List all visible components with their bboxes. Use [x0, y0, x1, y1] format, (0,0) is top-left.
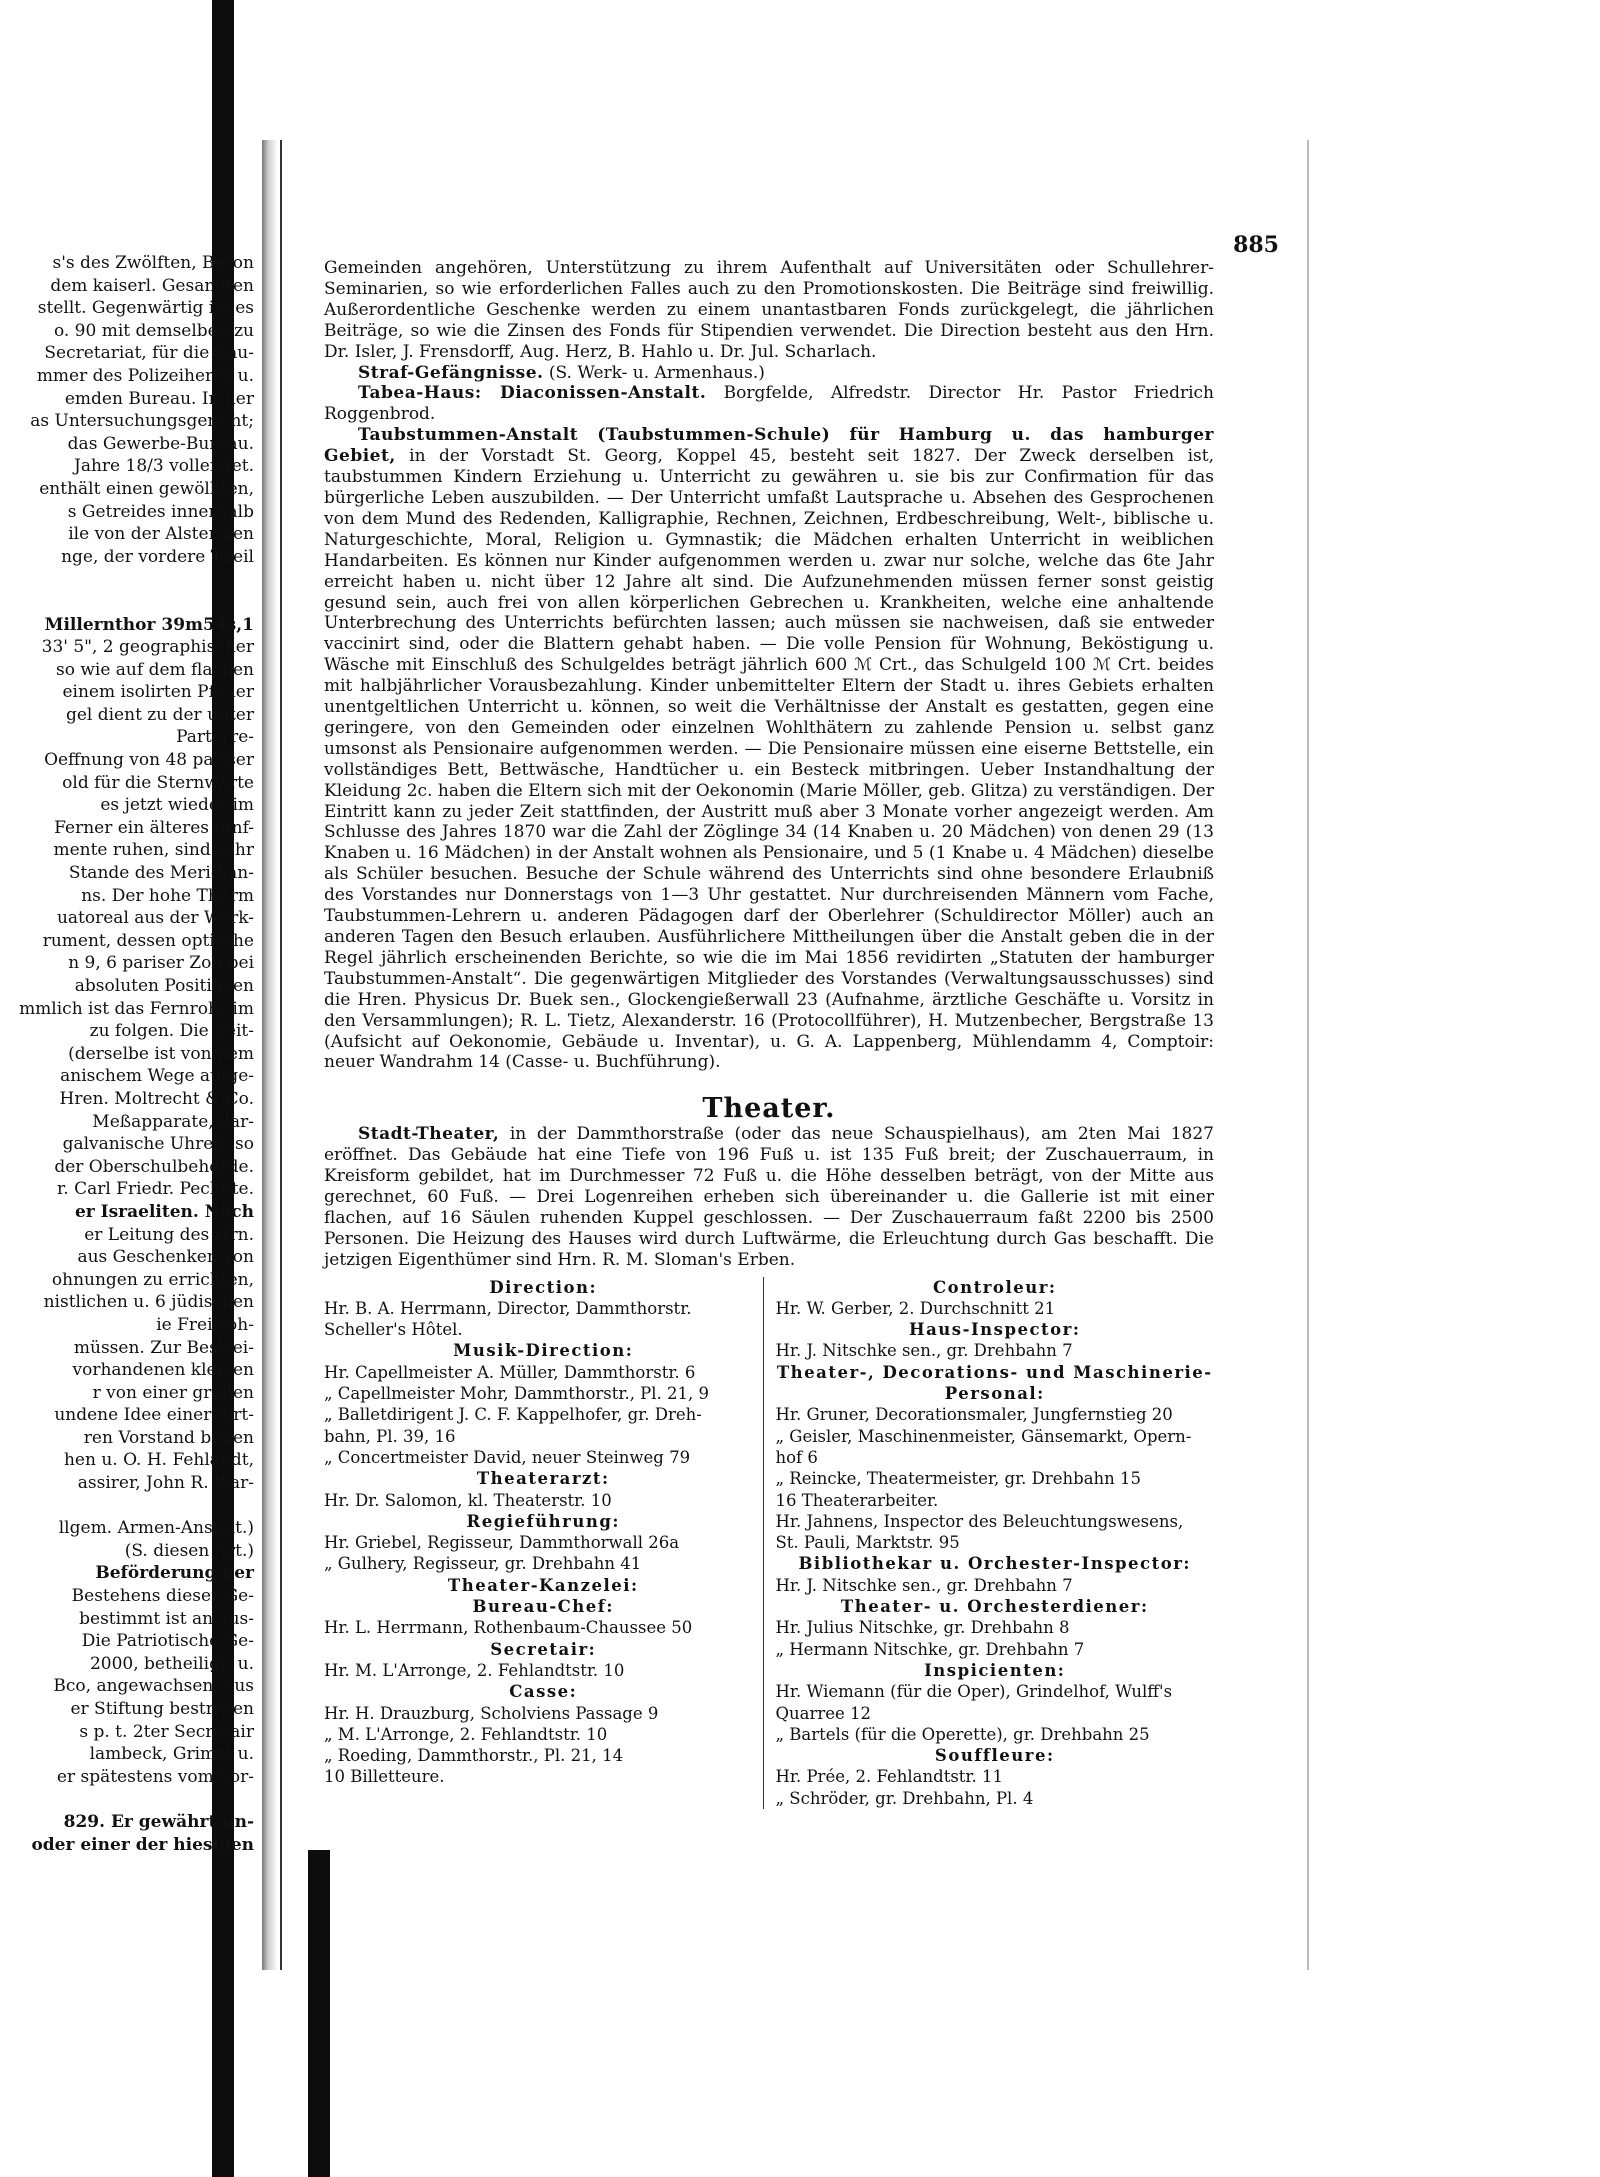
left-page-line: (derselbe ist von dem [68, 1043, 254, 1064]
staff-entry: „ Hermann Nitschke, gr. Drehbahn 7 [775, 1639, 1085, 1659]
staff-entry: „ Concertmeister David, neuer Steinweg 79 [324, 1447, 691, 1467]
left-page-line: ns. Der hohe Thurm [81, 885, 254, 906]
staff-entry: Hr. Gruner, Decorationsmaler, Jungfernstieg 20 [775, 1405, 1173, 1425]
tabea-heading: Tabea-Haus: Diaconissen-Anstalt. [358, 383, 707, 404]
staff-entry: „ Geisler, Maschinenmeister, Gänsemarkt, Opern- [775, 1426, 1192, 1446]
left-page-line: ren Vorstand bilden [83, 1427, 254, 1448]
left-page-fragment [0, 140, 264, 1970]
left-page-line: 829. Er gewährt un- [63, 1811, 254, 1832]
left-page-line: er spätestens vom Vor- [56, 1766, 254, 1787]
left-page-line: Ferner ein älteres fünf- [54, 817, 254, 838]
staff-category: Musik-Direction: [453, 1341, 634, 1361]
staff-entry: hof 6 [775, 1447, 818, 1467]
staff-entry: Scheller's Hôtel. [324, 1320, 463, 1340]
left-page-line: r. Carl Friedr. Pechüte. [57, 1179, 254, 1200]
left-page-line: nistlichen u. 6 jüdischen [43, 1292, 254, 1313]
staff-category: Secretair: [490, 1639, 597, 1659]
left-page-line: stellt. Gegenwärtig ist es [37, 298, 254, 319]
left-page-line: 2000, betheiligt, u. [89, 1653, 254, 1674]
page-content [324, 258, 1214, 1809]
taubstummen-entry [324, 425, 1214, 1073]
left-page-line: llgem. Armen-Anstalt.) [58, 1518, 254, 1539]
intro-paragraph: Gemeinden angehören, Unterstützung zu ihrem Aufenthalt auf Universitäten oder Schullehrer-Seminarien, so wie erforderlichen Falles auch zu den Promotionskosten. Die Beiträge sind freiwillig. Außerordentliche Geschenke werden zu einem unantastbaren Fonds zurückgelegt, die jährlichen Beiträge, so wie die Zinsen des Fonds für Stipendien verwendet. Die Direction besteht aus den Hrn. Dr. Isler, J. Frensdorff, Aug. Herz, B. Hahlo u. Dr. Jul. Scharlach. [324, 258, 1214, 362]
staff-category: Inspicienten: [924, 1660, 1066, 1680]
left-page-line: assirer, John R. War- [77, 1473, 254, 1494]
left-page-line [0, 591, 262, 614]
staff-category: Theater- u. Orchesterdiener: [840, 1597, 1149, 1617]
taubstummen-text: in der Vorstadt St. Georg, Koppel 45, besteht seit 1827. Der Zweck derselben ist, taubstummen Kindern Erziehung u. Unterricht zu gewähren u. sie bis zur Confirmation für das bürgerliche Leben auszubilden. — Der Unterricht umfaßt Lautsprache u. Absehen des Gesprochenen von dem Mund des Redenden, Kalligraphie, Rechnen, Zeichnen, Erdbeschreibung, Welt-, biblische u. Naturgeschichte, Moral, Religion u. Gymnastik; die Mädchen erhalten Unterricht in weiblichen Handarbeiten. Es können nur Kinder aufgenommen werden u. zwar nur solche, welche das 6te Jahr erreicht haben u. nicht über 12 Jahre alt sind. Die Aufzunehmenden müssen ferner sonst geistig gesund sein, auch frei von allen körperlichen Gebrechen u. Krankheiten, welche eine anhaltende Unterbrechung des Unterrichts befürchten lassen; auch müssen sie nachweisen, daß sie entweder vaccinirt sind, oder die Blattern gehabt haben. — Die volle Pension für Wohnung, Beköstigung u. Wäsche mit Einschluß des Schulgeldes beträgt jährlich 600 ℳ Crt., das Schulgeld 100 ℳ Crt. beides mit halbjährlicher Vorausbezahlung. Kinder unbemittelter Eltern der Stadt u. ihres Gebiets erhalten unentgeltlichen Unterricht u. können, so weit die Verhältnisse der Anstalt es gestatten, gegen eine geringere, von den Gemeinden oder einzelnen Wohlthätern zu zahlende Pension u. selbst ganz umsonst als Pensionaire aufgenommen werden. — Die Pensionaire müssen eine eiserne Bettstelle, ein vollständiges Bett, Bettwäsche, Handtücher u. ein Besteck mitbringen. Ueber Instandhaltung der Kleidung 2c. haben die Eltern sich mit der Oekonomin (Marie Möller, geb. Glitza) zu verständigen. Der Eintritt kann zu jeder Zeit stattfinden, der Austritt muß aber 3 Monate vorher angezeigt werden. Am Schlusse des Jahres 1870 war die Zahl der Zöglinge 34 (14 Knaben u. 20 Mädchen) von denen 29 (13 Knaben u. 16 Mädchen) in der Anstalt wohnen als Pensionaire, und 5 (1 Knabe u. 4 Mädchen) dieselbe als Schüler besuchen. Besuche der Schule während des Unterrichts sind ohne besondere Erlaubniß des Vorstandes nur Donnerstags von 1—3 Uhr gestattet. Nur durchreisenden Männern vom Fache, Taubstummen-Lehrern u. anderen Pädagogen darf der Oberlehrer (Schuldirector Möller) auch an anderen Tagen den Besuch erlauben. Ausführlichere Mittheilungen über die Anstalt geben die in der Regel jährlich erscheinenden Berichte, so wie die im Mai 1856 revidirten „Statuten der hamburger Taubstummen-Anstalt“. Die gegenwärtigen Mitglieder des Vorstandes (Verwaltungsausschusses) sind die Hren. Physicus Dr. Buek sen., Glockengießerwall 23 (Aufnahme, ärztliche Geschäfte u. Vorsitz in den Versammlungen); R. L. Tietz, Alexanderstr. 16 (Protocollführer), H. Mutzenbecher, Bergstraße 13 (Aufsicht auf Oekonomie, Gebäude u. Inventar), u. G. A. Lappenberg, Mühlendamm 4, Comptoir: neuer Wandrahm 14 (Casse- u. Buchführung). [324, 446, 1214, 1073]
left-page-line: undene Idee einer fort- [54, 1405, 254, 1426]
staff-category: Regieführung: [466, 1511, 620, 1531]
staff-entry: Hr. Prée, 2. Fehlandtstr. 11 [775, 1767, 1003, 1787]
staff-entry: Hr. M. L'Arronge, 2. Fehlandtstr. 10 [324, 1660, 625, 1680]
left-page-line: n 9, 6 pariser Zoll bei [68, 953, 254, 974]
stadt-theater-entry [324, 1124, 1214, 1270]
left-page-line: es jetzt wieder im [100, 795, 254, 816]
staff-entry: 10 Billetteure. [324, 1767, 445, 1787]
staff-entry: Hr. J. Nitschke sen., gr. Drehbahn 7 [775, 1575, 1073, 1595]
staff-entry: St. Pauli, Marktstr. 95 [775, 1533, 960, 1553]
left-page-line: mmlich ist das Fernrohr im [19, 998, 254, 1019]
staff-category: Controleur: [932, 1277, 1057, 1297]
staff-column-left [324, 1277, 763, 1809]
left-page-line: gel dient zu der unter [65, 704, 254, 725]
staff-entry: Hr. L. Herrmann, Rothenbaum-Chaussee 50 [324, 1618, 693, 1638]
left-page-line [0, 568, 262, 591]
left-page-line: 33' 5", 2 geographischer [41, 637, 254, 658]
staff-entry: Hr. B. A. Herrmann, Director, Dammthorstr. [324, 1298, 692, 1318]
left-page-line: o. 90 mit demselben zu [53, 320, 254, 341]
staff-entry: „ Gulhery, Regisseur, gr. Drehbahn 41 [324, 1554, 642, 1574]
left-page-line: (S. diesen Art.) [124, 1540, 254, 1561]
left-page-line: Meßapparate, dar- [92, 1111, 254, 1132]
staff-listing [324, 1277, 1214, 1809]
left-page-line: vorhandenen kleinen [72, 1360, 254, 1381]
staff-entry: bahn, Pl. 39, 16 [324, 1426, 456, 1446]
left-page-line: nge, der vordere Theil [61, 546, 254, 567]
left-page-line: der Oberschulbehörde. [54, 1156, 254, 1177]
left-page-line: zu folgen. Die Zeit- [89, 1021, 254, 1042]
left-page-line: r von einer großen [92, 1382, 254, 1403]
left-page-line: aus Geschenken von [77, 1247, 254, 1268]
left-page-line: Parterre- [176, 727, 254, 748]
left-page-line: s p. t. 2ter Secretair [79, 1721, 254, 1742]
staff-category: Haus-Inspector: [909, 1320, 1081, 1340]
left-page-line: old für die Sternwarte [62, 772, 254, 793]
left-page-line: galvanische Uhren, so [62, 1134, 254, 1155]
left-page-line: hen u. O. H. Fehlandt, [63, 1450, 254, 1471]
staff-entry: 16 Theaterarbeiter. [775, 1490, 939, 1510]
straf-text: (S. Werk- u. Armenhaus.) [548, 362, 765, 383]
tabea-entry [324, 383, 1214, 425]
left-page-line: mmer des Polizeiherrn u. [36, 365, 254, 386]
staff-entry: Hr. Griebel, Regisseur, Dammthorwall 26a [324, 1533, 680, 1553]
stadt-theater-text: in der Dammthorstraße (oder das neue Schauspielhaus), am 2ten Mai 1827 eröffnet. Das Gebäude hat eine Tiefe von 196 Fuß u. ist 135 Fuß breit; der Zuschauerraum, in Kreisform gebildet, hat im Durchmesser 72 Fuß u. die Höhe desselben beträgt, von der Mitte aus gerechnet, 60 Fuß. — Drei Logenreihen erheben sich übereinander u. die Gallerie ist mit einer flachen, auf 16 Säulen ruhenden Kuppel geschlossen. — Der Zuschauerraum faßt 2200 bis 2500 Personen. Die Heizung des Hauses wird durch Luftwärme, die Erleuchtung durch Gas beschafft. Die jetzigen Eigenthümer sind Hrn. R. M. Sloman's Erben. [324, 1124, 1214, 1270]
page-gutter [262, 140, 278, 1970]
left-page-line: Hren. Moltrecht & Co. [59, 1088, 254, 1109]
left-page-line: Jahre 18/3 vollendet. [74, 456, 254, 477]
staff-entry: Quarree 12 [775, 1703, 872, 1723]
staff-entry: „ M. L'Arronge, 2. Fehlandtstr. 10 [324, 1724, 608, 1744]
left-page-line: ile von der Alster den [68, 524, 254, 545]
left-page-line [0, 1788, 262, 1811]
left-page-line: Secretariat, für die Bau- [44, 343, 254, 364]
left-page-line: Stande des Meridian- [68, 863, 254, 884]
staff-category: Bibliothekar u. Orchester-Inspector: [798, 1554, 1191, 1574]
left-page-line: er Stiftung bestritten [70, 1699, 254, 1719]
staff-entry: Hr. J. Nitschke sen., gr. Drehbahn 7 [775, 1341, 1073, 1361]
left-page-line: er Israeliten. Nach [74, 1201, 254, 1222]
staff-column-right [763, 1277, 1215, 1809]
left-page-line: ohnungen zu errichten, [51, 1269, 254, 1290]
staff-entry: Hr. Julius Nitschke, gr. Drehbahn 8 [775, 1618, 1070, 1638]
left-page-line: ie Freiwoh- [156, 1314, 254, 1335]
left-page-line: s Getreides innerhalb [67, 501, 254, 522]
left-page-line: Bestehens dieser Ge- [71, 1586, 254, 1607]
left-page-line [0, 1495, 262, 1518]
left-page-line: anischem Wege aufge- [60, 1066, 254, 1087]
left-page-line: er Leitung des Hrn. [84, 1224, 254, 1245]
left-page-line: mente ruhen, sind sehr [53, 840, 254, 861]
left-page-line: Millernthor 39m54s,1 [44, 614, 254, 635]
staff-entry: „ Bartels (für die Operette), gr. Drehbahn 25 [775, 1724, 1150, 1744]
staff-entry: Hr. Jahnens, Inspector des Beleuchtungswesens, [775, 1511, 1184, 1531]
page-number: 885 [1233, 232, 1279, 258]
staff-entry: „ Balletdirigent J. C. F. Kappelhofer, gr. Dreh- [324, 1405, 702, 1425]
left-page-line: oder einer der hiesigen [31, 1834, 254, 1855]
section-heading-theater: Theater. [702, 1093, 836, 1125]
left-page-line: as Untersuchungsgericht; [30, 411, 254, 432]
staff-category: Casse: [509, 1682, 578, 1702]
left-page-line: enthält einen gewölbten, [39, 478, 254, 499]
left-page-line: bestimmt ist an aus- [79, 1608, 254, 1629]
staff-category: Bureau-Chef: [472, 1597, 614, 1617]
staff-entry: „ Reincke, Theatermeister, gr. Drehbahn 15 [775, 1469, 1142, 1489]
straf-entry [324, 363, 1214, 384]
left-page-line: Beförderung der [95, 1563, 254, 1584]
staff-category: Souffleure: [934, 1746, 1055, 1766]
straf-heading: Straf-Gefängnisse. [358, 362, 544, 383]
left-page-line: das Gewerbe-Bureau. [67, 433, 254, 454]
staff-entry: Hr. Wiemann (für die Oper), Grindelhof, Wulff's [775, 1682, 1173, 1702]
left-page-line: emden Bureau. In der [64, 388, 254, 409]
left-page-line: absoluten Positionen [74, 976, 254, 996]
left-page-line: so wie auf dem flachen [55, 659, 254, 680]
left-page-line: lambeck, Grimm u. [89, 1744, 254, 1765]
staff-entry: Hr. W. Gerber, 2. Durchschnitt 21 [775, 1298, 1056, 1318]
staff-category: Theaterarzt: [476, 1469, 610, 1489]
left-page-line: rument, dessen optische [42, 930, 254, 951]
left-page-lines [0, 252, 262, 1856]
left-page-line: Die Patriotische Ge- [81, 1631, 254, 1652]
staff-category: Personal: [944, 1384, 1045, 1404]
left-page-line: uatoreal aus der Werk- [56, 908, 254, 929]
staff-category: Direction: [489, 1277, 598, 1297]
left-page-line: Oeffnung von 48 pariser [44, 750, 254, 771]
left-page-line: Bco, angewachsen, aus [53, 1676, 254, 1697]
staff-entry: Hr. Dr. Salomon, kl. Theaterstr. 10 [324, 1490, 612, 1510]
staff-category: Theater-Kanzelei: [447, 1575, 639, 1595]
tabea-text: Borgfelde, Alfredstr. Director Hr. Pastor Friedrich Roggenbrod. [324, 383, 1214, 425]
left-page-line: einem isolirten Pfeiler [62, 682, 254, 703]
staff-category: Theater-, Decorations- und Maschinerie- [776, 1362, 1213, 1382]
left-page-line: müssen. Zur Bestrei- [73, 1337, 254, 1358]
staff-entry: „ Roeding, Dammthorstr., Pl. 21, 14 [324, 1746, 624, 1766]
staff-entry: „ Capellmeister Mohr, Dammthorstr., Pl. 21, 9 [324, 1384, 710, 1404]
left-page-line: dem kaiserl. Gesandten [50, 275, 254, 296]
staff-entry: Hr. H. Drauzburg, Scholviens Passage 9 [324, 1703, 659, 1723]
taubstummen-heading: Taubstummen-Anstalt (Taubstummen-Schule) für Hamburg u. das hamburger Gebiet, [324, 425, 1214, 467]
staff-entry: „ Schröder, gr. Drehbahn, Pl. 4 [775, 1788, 1034, 1808]
left-page-line: s's des Zwölften, Baron [52, 253, 254, 273]
stadt-theater-heading: Stadt-Theater, [358, 1124, 500, 1145]
right-page [280, 140, 1309, 1970]
staff-entry: Hr. Capellmeister A. Müller, Dammthorstr. 6 [324, 1362, 696, 1382]
